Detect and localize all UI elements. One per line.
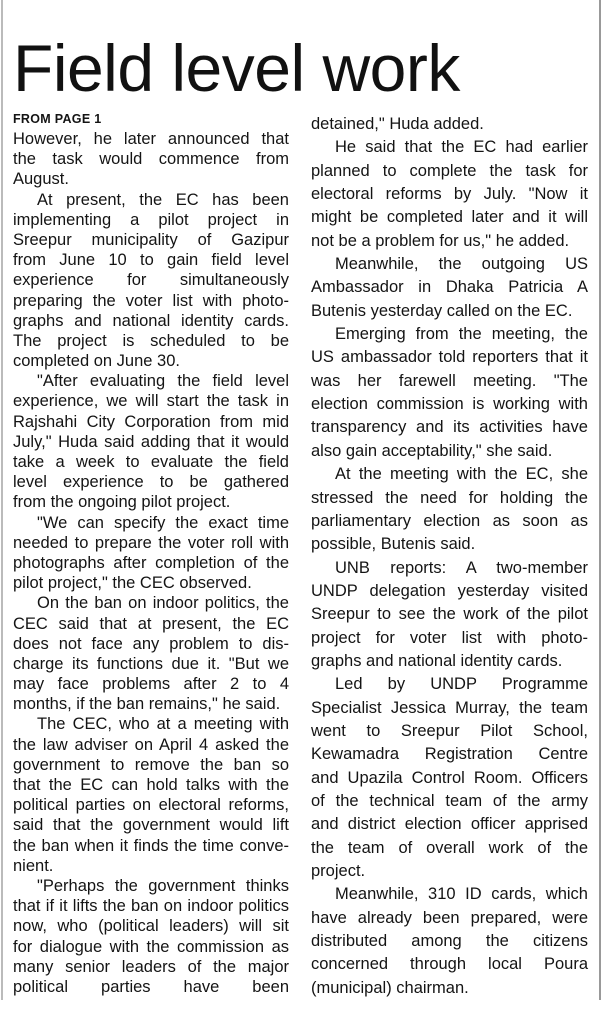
text-line: of the technical team of the army [311,791,588,810]
text-line: parliamentary election as soon as [311,511,588,530]
text-line: also gain acceptability," she said. [311,441,553,460]
text-line: from June 10 to gain field level [13,251,289,270]
text-line: the task would commence from [13,150,289,169]
text-line: Sreepur municipality of Gazipur [13,230,289,249]
text-line: possible, Butenis said. [311,535,476,554]
text-line: "Perhaps the government thinks [37,876,289,895]
text-line: planned to complete the task for [311,161,588,180]
text-line: the law adviser on April 4 asked the [13,735,289,754]
text-line: Led by UNDP Programme [335,675,588,694]
text-line: many senior leaders of the major [13,957,289,976]
text-line: said that the government would lift [13,816,289,835]
text-line: At present, the EC has been [37,190,289,209]
text-line: detained," Huda added. [311,115,484,133]
text-line: US ambassador told reporters that it [311,348,588,367]
text-line: from the ongoing pilot project. [13,493,231,512]
text-line: does not face any problem to dis- [13,634,289,653]
text-line: charge its functions due it. "But we [13,654,289,673]
text-line: needed to prepare the voter roll with [13,533,289,552]
text-line: project for voter list with photo- [311,628,588,647]
column-text [13,129,289,997]
text-line: transparency and its activities have [311,418,588,437]
text-line: "We can specify the exact time [37,513,289,532]
text-line: and district election officer apprised [311,815,588,834]
text-line: At the meeting with the EC, she [335,465,588,484]
text-line: that if it lifts the ban on indoor politics [13,897,289,916]
text-line: graphs and national identity cards. [311,651,563,670]
text-line: Rajshahi City Corporation from mid [13,412,289,431]
text-line: July," Huda said adding that it would [13,432,289,451]
text-line: election commission is working with [311,395,588,414]
text-line: photographs after completion of the [13,553,289,572]
text-line: the ban when it finds the time conve- [13,836,289,855]
text-line: completed on June 30. [13,352,180,371]
text-line: (municipal) chairman. [311,978,469,997]
text-line: experience for simultaneously [13,271,289,290]
text-line: However, he later announced that [13,130,289,148]
text-line: nient. [13,856,54,875]
text-line: Ambassador in Dhaka Patricia A [311,278,588,297]
text-line: UNDP delegation yesterday visited [311,581,588,600]
text-line: may face problems after 2 to 4 [13,675,289,694]
continuation-kicker: FROM PAGE 1 [13,112,102,126]
column-text [311,113,588,1000]
text-line: Emerging from the meeting, the [335,325,588,344]
text-line: concerned through local Poura [311,955,588,974]
text-line: government to remove the ban so [13,755,289,774]
headline: Field level work [13,31,460,105]
text-line: "After evaluating the field level [37,372,289,391]
text-line: The CEC, who at a meeting with [37,715,289,734]
text-line: political parties have been [13,977,289,996]
article-column-left [13,111,289,997]
text-line: implementing a pilot project in [13,210,289,229]
text-line: political parties on electoral reforms, [13,796,289,815]
text-line: On the ban on indoor politics, the [37,594,289,613]
text-line: level experience to be gathered [13,473,289,492]
text-line: preparing the voter list with photo- [13,291,289,310]
text-line: Sreepur to see the work of the pilot [311,605,588,624]
text-line: graphs and national identity cards. [13,311,289,330]
text-line: not be a problem for us," he added. [311,231,570,250]
text-line: Meanwhile, 310 ID cards, which [335,885,588,904]
text-line: August. [13,170,69,189]
text-line: UNB reports: A two-member [335,558,588,577]
text-line: for dialogue with the commission as [13,937,289,956]
text-line: went to Sreepur Pilot School, [311,721,588,740]
text-line: months, if the ban remains," he said. [13,695,281,714]
page-border-left [1,0,3,1000]
text-line: and Upazila Control Room. Officers [311,768,588,787]
text-line: project. [311,862,366,880]
text-line: Kewamadra Registration Centre [311,745,588,764]
text-line: experience, we will start the task in [13,392,289,411]
text-line: Butenis yesterday called on the EC. [311,301,573,320]
text-line: now, who (political leaders) will sit [13,917,289,936]
text-line: The project is scheduled to be [13,331,289,350]
text-line: CEC said that at present, the EC [13,614,289,633]
text-line: take a week to evaluate the field [13,453,289,471]
text-line: electoral reforms by July. "Now it [311,185,588,204]
text-line: might be completed later and it will [311,208,588,227]
text-line: have already been prepared, were [311,908,588,927]
text-line: stressed the need for holding the [311,488,588,507]
text-line: the team of overall work of the [311,838,588,857]
text-line: He said that the EC had earlier [335,138,588,157]
text-line: Meanwhile, the outgoing US [335,255,588,274]
text-line: pilot project," the CEC observed. [13,574,252,593]
text-line: distributed among the citizens [311,932,588,951]
article-column-right [311,113,588,1000]
page-border-right [599,0,601,1000]
text-line: Specialist Jessica Murray, the team [311,698,588,717]
text-line: was her farewell meeting. "The [311,371,588,390]
text-line: that the EC can hold talks with the [13,776,289,794]
